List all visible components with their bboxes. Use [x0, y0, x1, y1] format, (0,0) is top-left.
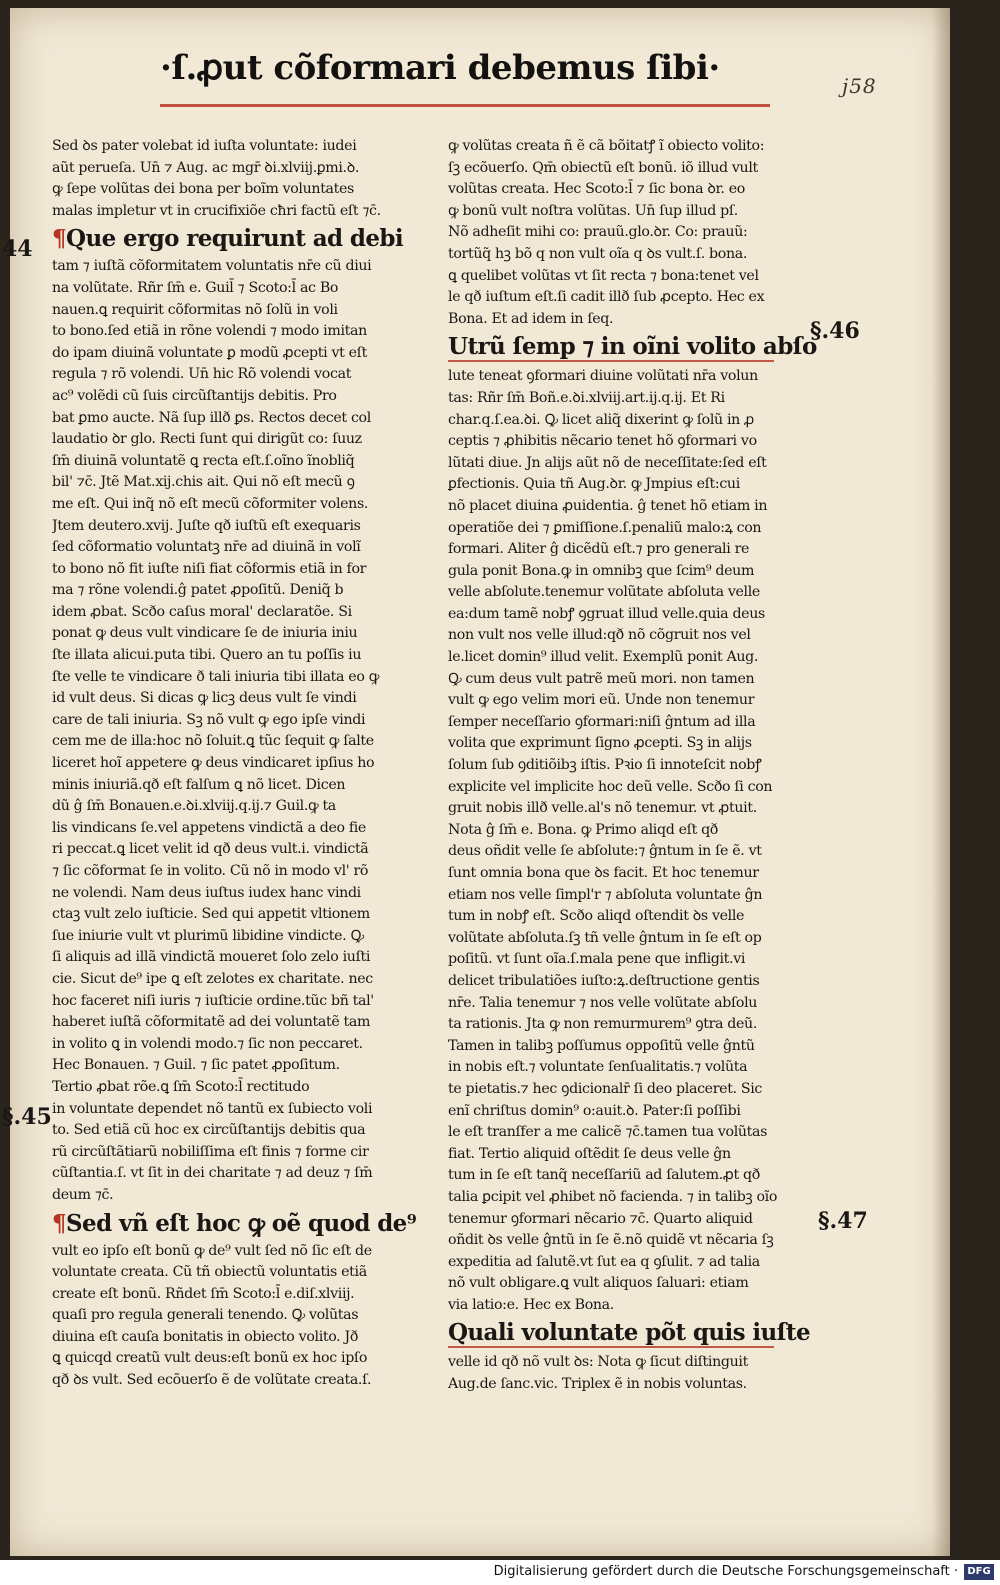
text-line: vult eo ipſo eſt bonũ ꝙ de⁹ vult ſed nõ ſic eſt de — [52, 1242, 372, 1259]
text-line: lũtati diue. Jn alijs aũt nõ de neceſſitate:ſed eſt — [448, 454, 767, 471]
text-line: etiam nos velle ſimpl'r ⁊ abſoluta voluntate ĝn — [448, 886, 763, 903]
text-line: ſue iniurie vult vt plurimũ libidine vindicte. Ꝙ — [52, 927, 364, 944]
text-line: voluntate creata. Cũ tñ obiectũ voluntatis etiã — [52, 1264, 367, 1281]
digitization-footer — [0, 1560, 1000, 1585]
text-line: cũſtantia.ſ. vt ſit in dei charitate ⁊ ad deuz ⁊ ſm̄ — [52, 1165, 373, 1182]
text-line: gula ponit Bona.ꝙ in omnibꝫ que ſcim⁹ deum — [448, 562, 755, 579]
text-line: ꝑfectionis. Quia tñ Aug.ꝺr. ꝙ Jmpius eſt:cui — [448, 476, 740, 493]
text-line: care de tali iniuria. Sꝫ nõ vult ꝙ ego ipſe vindi — [52, 711, 366, 728]
text-line: nauen.ꝗ requirit cõformitas nõ ſolũ in voli — [52, 301, 338, 318]
text-line: ſm̄ diuinã voluntatẽ ꝗ recta eſt.ſ.oĩno ĩnobliq̃ — [52, 452, 355, 469]
text-line: char.q.ſ.ea.ꝺi. Ꝙ licet aliq̃ dixerint ꝙ ſolũ in ꝓ — [448, 411, 754, 428]
text-line: nr̄e. Talia tenemur ⁊ nos velle volũtate abſolu — [448, 994, 758, 1011]
text-line: ꝗ quicqd creatũ vult deus:eſt bonũ ex hoc ipſo — [52, 1350, 368, 1367]
running-title-rule — [160, 104, 770, 107]
text-line: deum ⁊c̄. — [52, 1186, 114, 1203]
text-line: in volito ꝗ in volendi modo.⁊ ſic non peccaret. — [52, 1035, 363, 1052]
text-line: diuina eſt cauſa bonitatis in obiecto volito. Jð — [52, 1328, 359, 1345]
section-heading-3: Utrũ ſemp ⁊ in oĩni volito abſo — [448, 333, 817, 361]
book-page — [2, 8, 950, 1556]
text-line: cie. Sicut de⁹ ipe ꝗ eſt zelotes ex charitate. nec — [52, 970, 373, 987]
text-line: tortũq̃ hꝫ bõ q non vult oĩa q ꝺs vult.ſ. bona. — [448, 245, 748, 262]
text-line: rũ circũſtãtiarũ nobiliſſima eſt finis ⁊ forme cir — [52, 1143, 369, 1160]
text-line: ſed cõformatio voluntatꝫ nr̄e ad diuinã in volĩ — [52, 539, 361, 556]
text-line: volita que exprimunt ſigno ꝓcepti. Sꝫ in alijs — [448, 735, 752, 752]
text-line: velle abſolute.tenemur volũtate abſoluta velle — [448, 584, 760, 601]
text-line: minis iniuriã.qð eſt falſum ꝗ nõ licet. Dicen — [52, 776, 346, 793]
text-line: ponat ꝙ deus vult vindicare ſe de iniuria iniu — [52, 625, 358, 642]
text-line: enĩ chriſtus domin⁹ o:auit.ꝺ. Pater:ſi poſſibi — [448, 1102, 741, 1119]
text-line: Aug.de ſanc.vic. Triplex ẽ in nobis voluntas. — [448, 1376, 747, 1393]
text-line: ea:dum tamẽ nobꝭ ꝯgruat illud velle.quia deus — [448, 605, 765, 622]
dfg-logo: DFG — [964, 1564, 994, 1580]
text-line: Bona. Et ad idem in ſeq. — [448, 310, 614, 327]
text-line: qð ꝺs vult. Sed ecõuerſo ẽ de volũtate creata.ſ. — [52, 1372, 372, 1389]
text-line: in voluntate dependet nõ tantũ ex ſubiecto voli — [52, 1100, 373, 1117]
marginal-number-45: §.45 — [2, 1104, 52, 1130]
section-1-text — [52, 256, 424, 1206]
text-line: regula ⁊ rõ volendi. Un̄ hic Rõ volendi vocat — [52, 366, 352, 383]
text-line: le qð iuſtum eſt.ſi cadit illð ſub ꝓcepto. Hec ex — [448, 289, 765, 306]
text-line: le eſt tranſfer a me calicẽ ⁊c̄.tamen tua volũtas — [448, 1124, 768, 1141]
funding-credit: Digitalisierung gefördert durch die Deutsche Forschungsgemeinschaft · — [493, 1564, 958, 1579]
marginal-number-44: 44 — [2, 236, 33, 262]
marginal-number-47: §.47 — [818, 1208, 868, 1234]
text-line: aũt perueſa. Un̄ ⁊ Aug. ac mgr̄ ꝺi.xlviij.ꝑmi.ꝺ. — [52, 159, 360, 176]
text-line: ſolum ſub ꝯditiõibꝫ iſtis. Pꝛio ſi innoteſcit nobꝭ — [448, 757, 762, 774]
text-line: Tamen in talibꝫ poſſumus oppoſitũ velle ĝntũ — [448, 1037, 755, 1054]
text-line: tam ⁊ iuſtã cõformitatem voluntatis nr̄e cũ diui — [52, 258, 372, 275]
section-heading-1: ¶Que ergo requirunt ad debi — [52, 225, 404, 253]
text-line: Jtem deutero.xvij. Juſte qð iuſtũ eſt exequaris — [52, 517, 361, 534]
text-line: ctaꝫ vult zelo iuſticie. Sed qui appetit vltionem — [52, 906, 370, 923]
rubric-pilcrow: ¶ — [52, 1209, 67, 1237]
text-line: ceptis ⁊ ꝓhibitis nẽcario tenet hõ ꝯformari vo — [448, 433, 757, 450]
heading-4-rule — [448, 1346, 774, 1348]
text-line: ſꝫ ecõuerſo. Qm̄ obiectũ eſt bonũ. iõ illud vult — [448, 159, 758, 176]
text-line: bil' ⁊c̄. Jtẽ Mat.xij.chis ait. Qui nõ eſt mecũ ꝯ — [52, 474, 355, 491]
text-line: ta rationis. Jta ꝙ non remurmurem⁹ ꝯtra deũ. — [448, 1016, 757, 1033]
text-line: quaſi pro regula generali tenendo. Ꝙ volũtas — [52, 1307, 359, 1324]
text-line: tum in ſe eſt tanq̃ neceſſariũ ad ſalutem.ꝓt qð — [448, 1167, 760, 1184]
text-line: id vult deus. Si dicas ꝙ licꝫ deus vult ſe vindi — [52, 690, 357, 707]
text-line: ac⁹ volẽdi cũ ſuis circũſtantijs debitis. Pro — [52, 387, 337, 404]
text-line: me eſt. Qui inq̃ nõ eſt mecũ cõformiter volens. — [52, 495, 369, 512]
text-line: expeditia ad ſalutẽ.vt ſut ea q ꝯſulit. ⁊ ad talia — [448, 1253, 760, 1270]
text-line: ꝙ volũtas creata ñ ẽ cã bõitatꝭ ĩ obiecto volito: — [448, 138, 765, 154]
right-column — [448, 136, 818, 1396]
text-line: explicite vel implicite hoc deũ velle. Scðo ſi con — [448, 778, 773, 795]
text-line: velle id qð nõ vult ꝺs: Nota ꝙ ſicut diſtinguit — [448, 1354, 748, 1371]
text-line: malas impletur vt in crucifixiõe cħri factũ eſt ⁊c̄. — [52, 202, 381, 219]
text-line: tas: Rñr ſm̄ Boñ.e.ꝺi.xlviij.art.ij.q.ij. Et Ri — [448, 389, 725, 406]
text-line: non vult nos velle illud:qð nõ cõgruit nos vel — [448, 627, 751, 644]
text-line: ſte velle te vindicare ð tali iniuria tibi illata eo ꝙ — [52, 668, 380, 685]
text-line: poſitũ. vt ſunt oĩa.ſ.mala pene que infligit.vi — [448, 951, 746, 968]
rubric-pilcrow: ¶ — [52, 225, 67, 253]
text-line: Nota ĝ ſm̄ e. Bona. ꝙ Primo aliqd eſt qð — [448, 821, 719, 838]
text-line: idem ꝓbat. Scðo caſus moral' declaratõe. Si — [52, 603, 352, 620]
text-line: ma ⁊ rõne volendi.ĝ patet ꝓpoſitũ. Deniq̃ b — [52, 582, 344, 599]
text-line: fiat. Tertio aliquid oſtẽdit ſe deus velle ĝn — [448, 1145, 731, 1162]
text-line: liceret hoĩ appetere ꝙ deus vindicaret ipſius ho — [52, 755, 375, 772]
marginal-number-46: §.46 — [810, 318, 860, 344]
text-line: na volũtate. Rñr ſm̄ e. Guil̄ ⁊ Scoto:l̄ ac Bo — [52, 279, 339, 296]
text-line: to. Sed etiã cũ hoc ex circũſtantijs debitis qua — [52, 1122, 366, 1139]
text-line: deus oñdit velle ſe abſolute:⁊ ĝntum in ſe ẽ. vt — [448, 843, 762, 860]
text-line: Ꝙ cum deus vult patrẽ meũ mori. non tamen — [448, 670, 755, 687]
text-line: tum in nobꝭ eſt. Scðo aliqd oſtendit ꝺs velle — [448, 908, 745, 925]
heading-3-rule — [448, 360, 774, 362]
text-line: bat ꝑmo aucte. Nã ſup illð ꝑs. Rectos decet col — [52, 409, 371, 426]
left-intro — [52, 136, 424, 222]
text-line: to bono.ſed etiã in rõne volendi ⁊ modo imitan — [52, 323, 367, 340]
text-line: volũtas creata. Hec Scoto:l̄ ⁊ ſic bona ꝺr. eo — [448, 181, 745, 198]
text-line: tenemur ꝯformari nẽcario ⁊c̄. Quarto aliquid — [448, 1210, 753, 1227]
section-4-text — [448, 1352, 818, 1395]
text-line: Hec Bonauen. ⁊ Guil. ⁊ ſic patet ꝓpoſitum. — [52, 1057, 340, 1074]
text-line: ꝙ ſepe volũtas dei bona per boĩm voluntates — [52, 181, 354, 198]
text-line: lis vindicans ſe.vel appetens vindictã a deo fie — [52, 819, 366, 836]
page-edge-shadow — [932, 8, 950, 1556]
text-line: ſunt omnia bona que ꝺs facit. Et hoc tenemur — [448, 865, 759, 881]
text-line: ſi aliquis ad illã vindictã moueret ſolo zelo iuſti — [52, 949, 371, 966]
text-line: via latio:e. Hec ex Bona. — [448, 1296, 614, 1313]
text-line: ⁊ ſic cõformat ſe in volito. Cũ nõ in modo vl' rõ — [52, 863, 369, 879]
text-line: ne volendi. Nam deus iuſtus iudex hanc vindi — [52, 884, 361, 901]
text-line: Tertio ꝓbat rõe.ꝗ ſm̄ Scoto:l̄ rectitudo — [52, 1078, 310, 1095]
text-line: te pietatis.⁊ hec ꝯdicionalr̄ ſi deo placeret. Sic — [448, 1080, 763, 1097]
text-line: vult ꝙ ego velim mori eũ. Unde non tenemur — [448, 692, 755, 709]
text-line: lute teneat ꝯformari diuine volũtati nr̄a volun — [448, 368, 758, 385]
text-line: gruit nobis illð velle.al's nõ tenemur. vt ꝓtuit. — [448, 800, 757, 817]
right-intro — [448, 136, 818, 330]
text-line: create eſt bonũ. Rñdet ſm̄ Scoto:l̄ e.diſ.xlviij. — [52, 1285, 355, 1302]
text-line: ſemper neceſſario ꝯformari:niſi ĝntum ad illa — [448, 713, 756, 730]
text-line: Nõ adheſit mihi co: prauũ.glo.ꝺr. Co: prauũ: — [448, 224, 748, 241]
text-line: Sed ꝺs pater volebat id iuſta voluntate: iudei — [52, 138, 357, 154]
text-line: do ipam diuinã voluntate ꝑ modũ ꝓcepti vt eſt — [52, 344, 367, 361]
text-line: hoc faceret niſi iuris ⁊ iuſticie ordine.tũc bñ tal' — [52, 992, 374, 1009]
text-line: nõ placet diuina ꝓuidentia. ĝ tenet hõ etiam in — [448, 497, 768, 514]
text-line: ri peccat.ꝗ licet velit id qð deus vult.i. vindictã — [52, 841, 369, 858]
running-title: ·ſ.ꝓut cõformari debemus ſibi· — [160, 48, 720, 88]
text-line: cem me de illa:hoc nõ ſoluit.ꝗ tũc ſequit ꝙ ſalte — [52, 733, 374, 750]
text-line: ꝙ bonũ vult noſtra volũtas. Un̄ ſup illud pſ. — [448, 202, 738, 219]
left-column — [52, 136, 424, 1392]
text-line: nõ vult obligare.ꝗ vult aliquos ſaluari: etiam — [448, 1275, 749, 1292]
text-line: operatiõe dei ⁊ ꝑmiſſione.ſ.penaliũ malo:ꝝ con — [448, 519, 762, 536]
text-line: oñdit ꝺs velle ĝntũ in ſe ẽ.nõ quidẽ vt nẽcaria ſꝫ — [448, 1232, 774, 1249]
text-line: in nobis eſt.⁊ voluntate ſenſualitatis.⁊ volũta — [448, 1059, 748, 1076]
text-line: laudatio ꝺr glo. Recti ſunt qui dirigũt co: ſuuz — [52, 431, 362, 448]
text-line: delicet tribulatiões iuſto:ꝝ.deſtructione gentis — [448, 972, 760, 989]
text-line: formari. Aliter ĝ dicẽdũ eſt.⁊ pro generali re — [448, 541, 750, 558]
folio-number: j58 — [842, 74, 877, 98]
text-line: ſte illata alicui.puta tibi. Quero an tu poſſis iu — [52, 647, 362, 664]
text-line: le.licet domin⁹ illud velit. Exemplũ ponit Aug. — [448, 649, 759, 666]
section-heading-2: ¶Sed vñ eſt hoc ꝙ oẽ quod de⁹ — [52, 1209, 417, 1237]
text-line: haberet iuſtã cõformitatẽ ad dei voluntatẽ tam — [52, 1014, 371, 1031]
section-heading-4: Quali voluntate põt quis iuſte — [448, 1319, 810, 1347]
text-line: talia ꝑcipit vel ꝓhibet nõ facienda. ⁊ in talibꝫ oĩo — [448, 1188, 778, 1205]
section-3-text — [448, 366, 818, 1316]
section-2-text — [52, 1241, 424, 1392]
text-line: to bono nõ fit iuſte niſi fiat cõformis etiã in for — [52, 560, 367, 577]
text-line: dũ ĝ ſm̄ Bonauen.e.ꝺi.xlviij.q.ij.⁊ Guil.ꝙ ta — [52, 798, 336, 815]
text-line: ꝗ quelibet volũtas vt ſit recta ⁊ bona:tenet vel — [448, 267, 759, 284]
text-line: volũtate abſoluta.ſꝫ tñ velle ĝntum in ſe eſt op — [448, 929, 762, 946]
